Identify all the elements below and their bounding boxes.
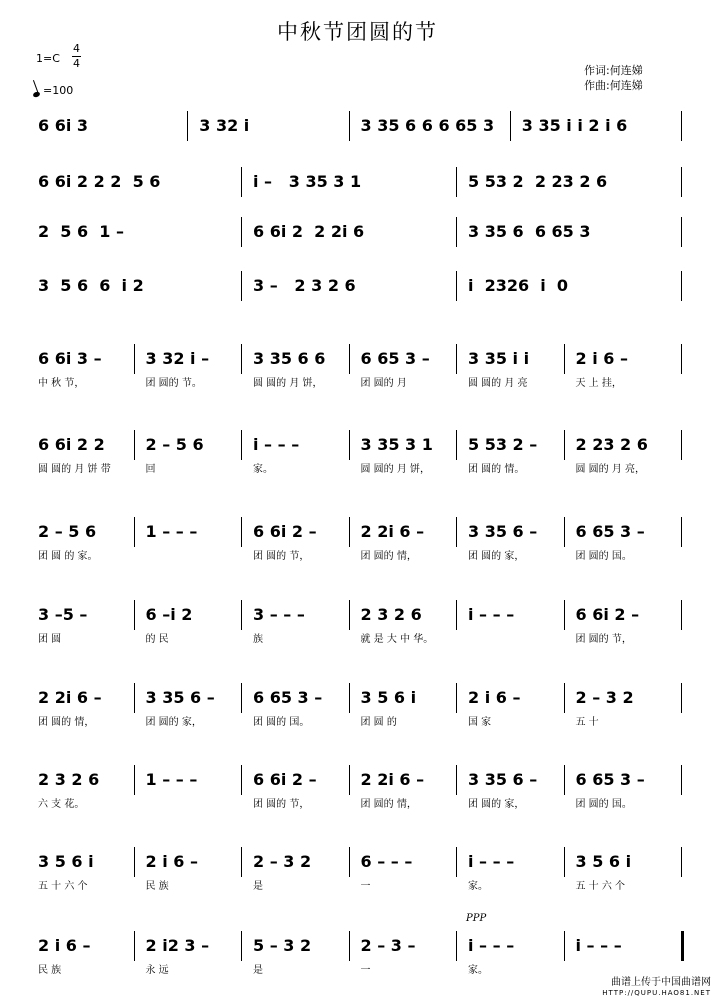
notes-row bbox=[0, 222, 715, 246]
measure-notes: 6 6i 2 2 2i 6 bbox=[253, 222, 365, 241]
lyric-text: 国 家 bbox=[468, 717, 492, 728]
composer: 作曲:何连娣 bbox=[584, 79, 643, 92]
lyric-text: 圆 圆的 月 饼 带 bbox=[38, 464, 111, 475]
barline bbox=[456, 931, 457, 961]
lyric-text: 五 十 bbox=[575, 717, 599, 728]
measure-notes: 3 35 i i bbox=[468, 349, 530, 368]
footer-watermark bbox=[602, 977, 711, 999]
measure-notes: 6 65 3 – bbox=[575, 522, 645, 541]
barline bbox=[349, 517, 350, 547]
barline bbox=[241, 517, 242, 547]
barline bbox=[241, 271, 242, 301]
lyric-text: 中 秋 节， bbox=[38, 378, 85, 389]
measure-notes: i – – – bbox=[468, 936, 515, 955]
measure-notes: 6 6i 3 bbox=[38, 116, 89, 135]
barline bbox=[349, 600, 350, 630]
barline-end bbox=[681, 517, 682, 547]
key-signature: 1=C bbox=[36, 52, 60, 65]
footer-line2: HTTP://QUPU.HAO81.NET bbox=[602, 989, 711, 997]
measure-notes: 6 –i 2 bbox=[145, 605, 193, 624]
lyric-text: 回 bbox=[145, 464, 156, 475]
barline bbox=[564, 344, 565, 374]
measure-notes: 3 5 6 i bbox=[360, 688, 417, 707]
measure-notes: 5 – 3 2 bbox=[253, 936, 312, 955]
notes-row bbox=[0, 522, 715, 546]
measure-notes: 3 35 6 6 6 65 3 bbox=[360, 116, 495, 135]
measure-notes: 3 5 6 i bbox=[575, 852, 632, 871]
measure-notes: 2 3 2 6 bbox=[38, 770, 100, 789]
barline bbox=[241, 683, 242, 713]
lyric-text: 是 bbox=[253, 965, 263, 976]
notes-row bbox=[0, 435, 715, 459]
barline-end bbox=[681, 847, 682, 877]
barline bbox=[456, 344, 457, 374]
measure-notes: 2 – 5 6 bbox=[38, 522, 97, 541]
measure-notes: 2 3 2 6 bbox=[360, 605, 422, 624]
lyric-text: 圆 圆的 月 饼， bbox=[253, 378, 323, 389]
barline bbox=[564, 931, 565, 961]
measure-notes: i – – – bbox=[468, 852, 515, 871]
barline bbox=[241, 765, 242, 795]
lyric-text: 天 上 挂， bbox=[575, 378, 622, 389]
measure-notes: 2 – 3 – bbox=[360, 936, 416, 955]
lyric-text: 民 族 bbox=[145, 881, 169, 892]
lyric-text: 团 圆的 国。 bbox=[575, 799, 632, 810]
lyric-text: 团 圆的 国。 bbox=[253, 717, 310, 728]
barline bbox=[241, 847, 242, 877]
measure-notes: 2 i 6 – bbox=[38, 936, 91, 955]
barline bbox=[564, 600, 565, 630]
lyric-text: 团 圆的 节， bbox=[575, 634, 632, 645]
lyric-text: 团 圆的 情， bbox=[360, 799, 417, 810]
measure-notes: 3 32 i bbox=[199, 116, 250, 135]
barline-end bbox=[681, 430, 682, 460]
lyric-text: 圆 圆的 月 亮 bbox=[468, 378, 528, 389]
lyric-text: 团 圆的 情， bbox=[360, 551, 417, 562]
lyric-text: 家。 bbox=[468, 881, 488, 892]
lyric-text: 永 远 bbox=[145, 965, 169, 976]
lyrics-row bbox=[0, 713, 715, 727]
measure-notes: 3 35 i i 2 i 6 bbox=[521, 116, 628, 135]
barline-end bbox=[681, 683, 682, 713]
credits bbox=[584, 63, 643, 93]
measure-notes: 3 32 i – bbox=[145, 349, 210, 368]
barline bbox=[134, 344, 135, 374]
measure-notes: 3 35 6 6 65 3 bbox=[468, 222, 591, 241]
measure-notes: 6 6i 2 2 bbox=[38, 435, 105, 454]
barline bbox=[456, 683, 457, 713]
barline bbox=[134, 847, 135, 877]
measure-notes: 2 2i 6 – bbox=[360, 770, 425, 789]
notes-row bbox=[0, 852, 715, 876]
quarter-note-icon bbox=[32, 91, 40, 98]
barline bbox=[349, 111, 350, 141]
barline bbox=[241, 167, 242, 197]
measure-notes: 3 35 6 6 bbox=[253, 349, 326, 368]
barline bbox=[456, 430, 457, 460]
lyric-text: 团 圆 的 bbox=[360, 717, 397, 728]
lyric-text: 圆 圆的 月 亮， bbox=[575, 464, 646, 475]
barline bbox=[134, 517, 135, 547]
barline bbox=[134, 600, 135, 630]
barline bbox=[349, 683, 350, 713]
measure-notes: 3 5 6 6 i 2 bbox=[38, 276, 144, 295]
measure-notes: 2 2i 6 – bbox=[360, 522, 425, 541]
lyric-text: 团 圆的 家， bbox=[468, 799, 525, 810]
measure-notes: i 2326 i 0 bbox=[468, 276, 569, 295]
measure-notes: 2 i2 3 – bbox=[145, 936, 210, 955]
barline-end bbox=[681, 344, 682, 374]
lyrics-row bbox=[0, 547, 715, 561]
lyrics-row bbox=[0, 460, 715, 474]
barline bbox=[564, 430, 565, 460]
lyric-text: 团 圆 bbox=[38, 634, 62, 645]
measure-notes: 6 6i 3 – bbox=[38, 349, 102, 368]
time-signature bbox=[72, 43, 81, 70]
lyric-text: 团 圆 的 家。 bbox=[38, 551, 98, 562]
measure-notes: 2 – 5 6 bbox=[145, 435, 204, 454]
barline bbox=[510, 111, 511, 141]
barline bbox=[241, 600, 242, 630]
measure-notes: 3 5 6 i bbox=[38, 852, 94, 871]
measure-notes: i – – – bbox=[575, 936, 622, 955]
notes-row bbox=[0, 349, 715, 373]
lyric-text: 一 bbox=[360, 965, 371, 976]
lyric-text: 六 支 花。 bbox=[38, 799, 85, 810]
notes-row bbox=[0, 116, 715, 140]
measure-notes: i – – – bbox=[253, 435, 300, 454]
barline bbox=[564, 517, 565, 547]
measure-notes: 6 6i 2 – bbox=[575, 605, 640, 624]
barline bbox=[349, 344, 350, 374]
measure-notes: 2 5 6 1 – bbox=[38, 222, 124, 241]
barline bbox=[349, 765, 350, 795]
measure-notes: 1 – – – bbox=[145, 770, 198, 789]
lyric-text: 家。 bbox=[468, 965, 488, 976]
lyrics-row bbox=[0, 795, 715, 809]
lyric-text: 团 圆的 家， bbox=[468, 551, 525, 562]
song-title: 中秋节团圆的节 bbox=[277, 20, 438, 44]
lyric-text: 五 十 六 个 bbox=[575, 881, 626, 892]
barline bbox=[456, 600, 457, 630]
measure-notes: 6 65 3 – bbox=[575, 770, 645, 789]
lyricist: 作词:何连娣 bbox=[584, 64, 643, 77]
barline bbox=[564, 765, 565, 795]
barline bbox=[134, 430, 135, 460]
time-signature-top: 4 bbox=[73, 42, 80, 55]
lyric-text: 民 族 bbox=[38, 965, 62, 976]
measure-notes: 1 – – – bbox=[145, 522, 198, 541]
lyric-text: 族 bbox=[253, 634, 263, 645]
barline-end bbox=[681, 217, 682, 247]
lyrics-row bbox=[0, 961, 715, 975]
barline bbox=[241, 430, 242, 460]
barline bbox=[349, 430, 350, 460]
measure-notes: 2 – 3 2 bbox=[575, 688, 634, 707]
lyric-text: 团 圆的 家， bbox=[145, 717, 202, 728]
barline bbox=[134, 931, 135, 961]
measure-notes: 6 65 3 – bbox=[253, 688, 323, 707]
lyric-text: 团 圆的 节， bbox=[253, 551, 310, 562]
measure-notes: 2 i 6 – bbox=[145, 852, 198, 871]
measure-notes: 6 65 3 – bbox=[360, 349, 430, 368]
notes-row bbox=[0, 936, 715, 960]
notes-row bbox=[0, 770, 715, 794]
barline-end bbox=[681, 271, 682, 301]
time-signature-bottom: 4 bbox=[73, 57, 80, 70]
barline bbox=[456, 167, 457, 197]
barline bbox=[349, 847, 350, 877]
barline bbox=[241, 931, 242, 961]
tempo-marking bbox=[33, 84, 73, 97]
measure-notes: 3 35 6 – bbox=[468, 522, 538, 541]
notes-row bbox=[0, 605, 715, 629]
barline bbox=[456, 517, 457, 547]
measure-notes: 3 – – – bbox=[253, 605, 305, 624]
barline bbox=[564, 683, 565, 713]
lyrics-row bbox=[0, 877, 715, 891]
notes-row bbox=[0, 688, 715, 712]
barline-end bbox=[681, 600, 682, 630]
measure-notes: 3 35 6 – bbox=[468, 770, 538, 789]
lyric-text: 就 是 大 中 华。 bbox=[360, 634, 434, 645]
lyric-text: 圆 圆的 月 饼， bbox=[360, 464, 431, 475]
lyrics-row bbox=[0, 374, 715, 388]
barline-end bbox=[681, 931, 684, 961]
measure-notes: 3 35 6 – bbox=[145, 688, 215, 707]
barline bbox=[456, 847, 457, 877]
measure-notes: 6 6i 2 – bbox=[253, 522, 317, 541]
measure-notes: 5 53 2 2 23 2 6 bbox=[468, 172, 608, 191]
notes-row bbox=[0, 172, 715, 196]
tempo-value: =100 bbox=[43, 84, 74, 97]
barline bbox=[456, 217, 457, 247]
lyrics-row bbox=[0, 630, 715, 644]
measure-notes: 2 23 2 6 bbox=[575, 435, 648, 454]
barline bbox=[187, 111, 188, 141]
measure-notes: 2 i 6 – bbox=[575, 349, 628, 368]
barline bbox=[456, 765, 457, 795]
lyric-text: 团 圆的 情。 bbox=[468, 464, 525, 475]
barline bbox=[134, 683, 135, 713]
measure-notes: 2 2i 6 – bbox=[38, 688, 102, 707]
measure-notes: 3 – 2 3 2 6 bbox=[253, 276, 356, 295]
lyric-text: 家。 bbox=[253, 464, 273, 475]
lyric-text: 团 圆的 节。 bbox=[145, 378, 202, 389]
barline bbox=[564, 847, 565, 877]
measure-notes: 5 53 2 – bbox=[468, 435, 538, 454]
barline bbox=[349, 931, 350, 961]
measure-notes: 6 6i 2 – bbox=[253, 770, 317, 789]
measure-notes: 6 6i 2 2 2 5 6 bbox=[38, 172, 161, 191]
measure-notes: 2 i 6 – bbox=[468, 688, 521, 707]
barline-end bbox=[681, 167, 682, 197]
barline bbox=[456, 271, 457, 301]
measure-notes: 2 – 3 2 bbox=[253, 852, 312, 871]
lyric-text: 团 圆的 月 bbox=[360, 378, 407, 389]
lyric-text: 团 圆的 情， bbox=[38, 717, 95, 728]
lyric-text: 一 bbox=[360, 881, 371, 892]
barline bbox=[134, 765, 135, 795]
lyric-text: 五 十 六 个 bbox=[38, 881, 88, 892]
lyric-text: 是 bbox=[253, 881, 263, 892]
barline-end bbox=[681, 111, 682, 141]
measure-notes: 6 – – – bbox=[360, 852, 413, 871]
lyric-text: 的 民 bbox=[145, 634, 169, 645]
barline-end bbox=[681, 765, 682, 795]
lyric-text: 团 圆的 节， bbox=[253, 799, 310, 810]
lyric-text: 团 圆的 国。 bbox=[575, 551, 632, 562]
measure-notes: i – 3 35 3 1 bbox=[253, 172, 362, 191]
barline bbox=[241, 217, 242, 247]
barline bbox=[241, 344, 242, 374]
measure-notes: i – – – bbox=[468, 605, 515, 624]
measure-notes: 3 35 3 1 bbox=[360, 435, 433, 454]
dynamic-ppp: PPP bbox=[466, 913, 487, 924]
notes-row bbox=[0, 276, 715, 300]
footer-line1: 曲谱上传于中国曲谱网 bbox=[611, 977, 711, 988]
measure-notes: 3 –5 – bbox=[38, 605, 88, 624]
